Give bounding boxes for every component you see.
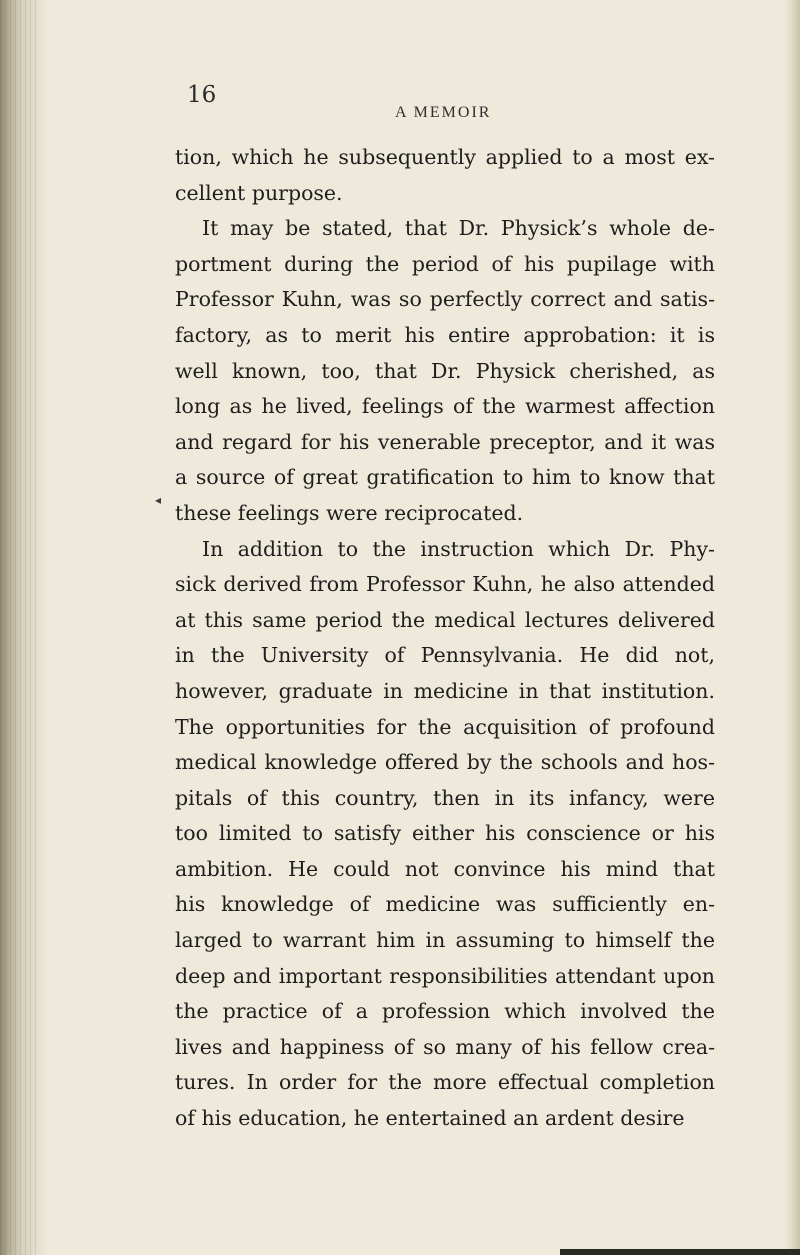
- margin-mark-icon: ◂: [155, 493, 162, 507]
- binding-texture: [0, 0, 40, 1255]
- page-number: 16: [187, 82, 217, 108]
- text-line: In addition to the instruction which Dr. Phy-: [202, 536, 715, 561]
- text-line: the practice of a profession which involved the: [175, 999, 715, 1024]
- text-line: Professor Kuhn, was so perfectly correct and satis-: [175, 287, 715, 312]
- text-line: tion, which he subsequently applied to a most ex-: [175, 145, 715, 169]
- text-line: these feelings were reciprocated.: [175, 500, 524, 525]
- text-line: portment during the period of his pupilage with: [175, 251, 715, 276]
- text-line: well known, too, that Dr. Physick cherished, as: [175, 358, 715, 383]
- text-line: however, graduate in medicine in that institution.: [175, 678, 715, 703]
- text-line: a source of great gratification to him to know that: [175, 465, 715, 490]
- page-edge-shadow: [784, 0, 800, 1255]
- text-line: It may be stated, that Dr. Physick’s whole de-: [202, 216, 715, 241]
- text-line: too limited to satisfy either his conscience or his: [175, 821, 715, 846]
- text-line: his knowledge of medicine was sufficiently en-: [175, 892, 715, 917]
- text-line: in the University of Pennsylvania. He did not,: [175, 643, 715, 668]
- text-line: The opportunities for the acquisition of profound: [175, 714, 715, 739]
- text-line: at this same period the medical lectures delivered: [175, 607, 715, 632]
- text-line: lives and happiness of so many of his fellow crea-: [175, 1034, 715, 1059]
- text-line: cellent purpose.: [175, 180, 343, 205]
- text-line: larged to warrant him in assuming to himself the: [175, 928, 715, 953]
- text-line: medical knowledge offered by the schools and hos-: [175, 750, 715, 775]
- text-line: tures. In order for the more effectual completion: [175, 1070, 715, 1095]
- text-line: and regard for his venerable preceptor, and it was: [175, 429, 715, 454]
- text-line: long as he lived, feelings of the warmest affection: [175, 394, 715, 419]
- body-text: [175, 140, 715, 1137]
- text-line: sick derived from Professor Kuhn, he also attended: [175, 572, 715, 597]
- running-head: A MEMOIR: [395, 104, 492, 121]
- text-line: factory, as to merit his entire approbation: it is: [175, 322, 715, 347]
- text-line: deep and important responsibilities attendant upon: [175, 963, 715, 988]
- text-line: ambition. He could not convince his mind that: [175, 856, 715, 881]
- text-line: pitals of this country, then in its infancy, were: [175, 785, 715, 810]
- scan-border: [560, 1249, 800, 1255]
- text-line: of his education, he entertained an ardent desire: [175, 1106, 685, 1131]
